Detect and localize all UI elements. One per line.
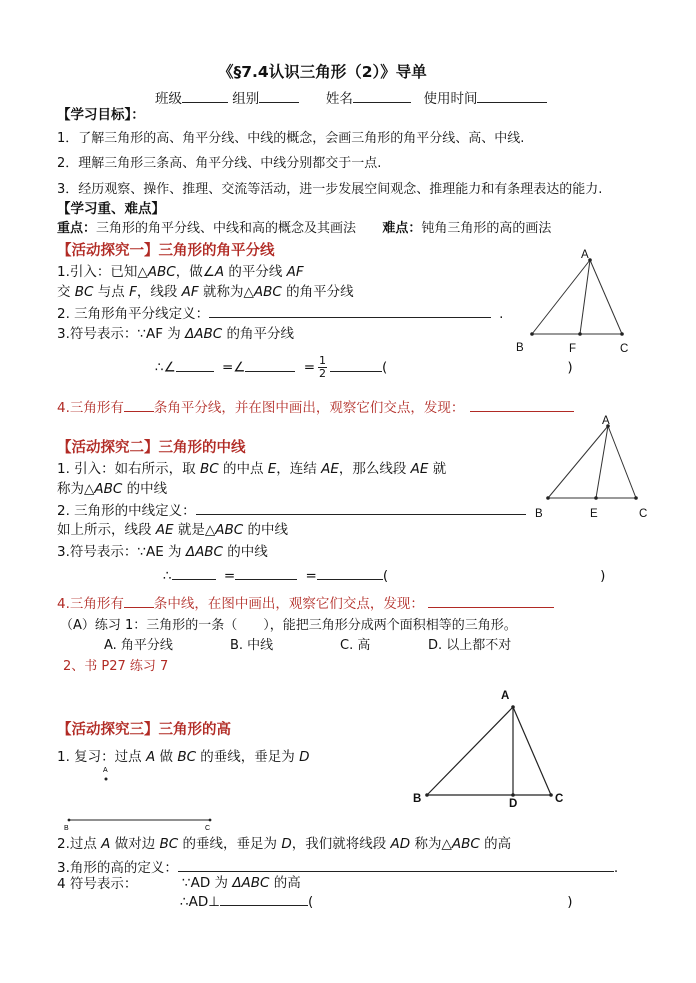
- text: D: [299, 749, 310, 765]
- key-text: 三角形的角平分线、中线和高的概念及其画法: [96, 221, 357, 236]
- option-c[interactable]: C. 高: [340, 638, 371, 653]
- definition-blank[interactable]: [209, 303, 491, 318]
- text: A: [101, 836, 111, 852]
- text: BC: [199, 461, 219, 477]
- text: =: [305, 568, 317, 584]
- text: A: [214, 264, 225, 280]
- activity1-title: 三角形的角平分线: [158, 243, 275, 259]
- text: 2. 三角形角平分线定义：: [57, 306, 210, 322]
- text: 4.三角形有: [57, 400, 124, 416]
- text: 1. 复习：过点: [57, 749, 146, 765]
- goals-header: 【学习目标】：: [57, 107, 145, 123]
- text: 就称为△: [198, 284, 254, 300]
- page-title: 《§7.4认识三角形（2）》导单: [218, 63, 427, 81]
- text: 如上所示，线段: [57, 522, 156, 538]
- text: 1: [319, 354, 327, 367]
- text: 1. 引入：如右所示，取: [57, 461, 200, 477]
- difficulty-label: 难点：: [382, 221, 422, 236]
- text: =∠: [222, 359, 246, 376]
- triangle-altitude-figure: [405, 685, 575, 810]
- difficulty-text: 钝角三角形的高的画法: [421, 221, 552, 236]
- definition-blank[interactable]: [196, 500, 526, 515]
- text: 就: [428, 461, 447, 477]
- text: 3.符号表示：∵AE 为: [57, 544, 186, 560]
- activity2-question4: [57, 593, 554, 613]
- activity1-therefore: [155, 355, 573, 380]
- activity3-header: [57, 721, 231, 739]
- exercise-question: （A）练习 1：三角形的一条（ ），能把三角形分成两个面积相等的三角形。: [60, 618, 517, 633]
- activity2-bracket: 【活动探究二】: [57, 440, 159, 456]
- activity1-question4: [57, 397, 574, 417]
- text: ，那么线段: [338, 461, 411, 477]
- text: AE: [321, 461, 339, 477]
- text: 就是△: [173, 522, 216, 538]
- definition-blank[interactable]: [178, 857, 614, 872]
- time-field[interactable]: [477, 88, 547, 103]
- keypoints-line: [57, 220, 551, 238]
- vertex-label: A: [602, 415, 610, 427]
- class-label: 班级: [155, 91, 182, 107]
- activity1-definition: [57, 303, 503, 323]
- option-d[interactable]: D. 以上都不对: [428, 638, 512, 653]
- text: ): [567, 359, 573, 376]
- vertex-label: A: [581, 249, 589, 261]
- activity2-definition: [57, 500, 526, 520]
- vertex-label: B: [413, 793, 422, 805]
- text: AF: [286, 264, 304, 280]
- triangle-bisector-figure: [510, 248, 640, 358]
- text: 3.符号表示：∵AF 为: [57, 326, 186, 342]
- goal-item: 1．了解三角形的高、角平分线、中线的概念，会画三角形的角平分线、高、中线.: [57, 131, 525, 146]
- text: 3.角形的高的定义：: [57, 860, 178, 876]
- vertex-label: B: [516, 342, 524, 354]
- activity3-bracket: 【活动探究三】: [57, 722, 159, 738]
- text: 的高: [479, 836, 512, 852]
- name-field[interactable]: [353, 88, 411, 103]
- text: ∵AD 为: [182, 875, 233, 891]
- text: 2.过点: [57, 836, 102, 852]
- text: 的中点: [218, 461, 268, 477]
- text: 称为△: [57, 481, 95, 497]
- text: 的高: [269, 875, 301, 891]
- group-field[interactable]: [259, 88, 299, 103]
- text: ∴∠: [155, 359, 176, 376]
- text: AF: [181, 284, 199, 300]
- text: 的中线: [223, 544, 268, 560]
- text: =: [303, 359, 316, 376]
- text: ∴AD⊥: [180, 894, 220, 910]
- text: ，做∠: [175, 264, 215, 280]
- option-b[interactable]: B. 中线: [230, 638, 274, 653]
- text: F: [129, 284, 137, 300]
- text: (: [307, 894, 314, 910]
- activity1-line1: [57, 263, 304, 281]
- activity2-symbol: [57, 543, 268, 561]
- key-label: 重点：: [57, 221, 97, 236]
- vertex-label: F: [569, 343, 577, 355]
- vertex-label: C: [205, 825, 211, 832]
- text: BC: [177, 749, 197, 765]
- text: 的中线: [243, 522, 288, 538]
- vertex-label: C: [620, 343, 629, 355]
- text: ): [600, 568, 606, 584]
- text: AE: [410, 461, 429, 477]
- text: 的中线: [122, 481, 168, 497]
- answer-blank[interactable]: [317, 565, 383, 580]
- text: 做: [155, 749, 178, 765]
- text: 做对边: [110, 836, 160, 852]
- text: 称为△: [410, 836, 452, 852]
- text: =: [223, 568, 236, 584]
- text: D: [281, 836, 292, 852]
- text: ΔABC: [232, 875, 270, 891]
- answer-blank[interactable]: [235, 565, 297, 580]
- vertex-label: A: [103, 767, 108, 774]
- answer-blank[interactable]: [245, 357, 295, 372]
- text: ，连结: [276, 461, 322, 477]
- class-field[interactable]: [182, 88, 228, 103]
- text: (: [382, 568, 389, 584]
- answer-blank[interactable]: [124, 397, 154, 412]
- text: 的平分线: [224, 264, 287, 280]
- text: A: [145, 749, 156, 765]
- activity1-symbol: [57, 325, 294, 343]
- activity2-line2: [57, 480, 167, 498]
- exercise-options: [104, 637, 511, 655]
- text: 的垂线，垂足为: [178, 836, 282, 852]
- activity1-bracket: 【活动探究一】: [57, 243, 159, 259]
- activity2-line4: [57, 521, 288, 539]
- vertex-label: B: [64, 825, 69, 832]
- activity1-header: [57, 242, 275, 260]
- activity3-definition: [57, 857, 618, 877]
- text: ΔABC: [185, 326, 223, 342]
- text: ABC: [215, 522, 244, 538]
- vertex-label: E: [590, 508, 598, 520]
- text: 2. 三角形的中线定义：: [57, 503, 196, 519]
- text: .: [499, 306, 504, 322]
- text: 的角平分线: [281, 284, 354, 300]
- group-label: 组别: [232, 91, 260, 107]
- text: 1.引入：已知△: [57, 264, 148, 280]
- text: 的垂线，垂足为: [196, 749, 300, 765]
- text: BC: [74, 284, 94, 300]
- text: 交: [57, 284, 75, 300]
- text: ABC: [451, 836, 480, 852]
- answer-blank[interactable]: [176, 357, 214, 372]
- fraction-one-half: [318, 355, 327, 380]
- text: 的角平分线: [222, 326, 295, 342]
- answer-blank[interactable]: [220, 891, 308, 906]
- activity3-symbol-label: 4 符号表示：: [57, 876, 138, 892]
- text: ，线段: [136, 284, 182, 300]
- point-and-segment-figure: [60, 764, 220, 834]
- vertex-label: C: [639, 508, 648, 520]
- vertex-label: C: [555, 793, 564, 805]
- activity3-therefore: [180, 891, 573, 911]
- text: 2: [319, 367, 327, 380]
- answer-blank[interactable]: [330, 357, 382, 372]
- activity1-line2: [57, 283, 354, 301]
- text: 4.三角形有: [57, 596, 124, 612]
- answer-blank[interactable]: [172, 565, 216, 580]
- book-exercise: 2、书 P27 练习 7: [63, 659, 169, 674]
- goal-item: 2．理解三角形三条高、角平分线、中线分别都交于一点.: [57, 156, 382, 171]
- text: ABC: [94, 481, 123, 497]
- time-label: 使用时间: [423, 91, 478, 107]
- text: ABC: [147, 264, 176, 280]
- activity2-line1: [57, 460, 446, 478]
- text: 条角平分线，并在图中画出，观察它们交点，发现：: [153, 400, 465, 416]
- activity2-header: [57, 439, 246, 457]
- activity3-title: 三角形的高: [158, 722, 231, 738]
- text: E: [267, 461, 277, 477]
- answer-blank[interactable]: [124, 593, 154, 608]
- text: 与点: [93, 284, 130, 300]
- text: ABC: [253, 284, 282, 300]
- text: .: [613, 860, 619, 876]
- option-a[interactable]: A. 角平分线: [104, 638, 173, 653]
- text: AE: [155, 522, 174, 538]
- info-row: [155, 88, 547, 108]
- text: AD: [390, 836, 411, 852]
- activity2-title: 三角形的中线: [158, 440, 246, 456]
- vertex-label: B: [535, 508, 543, 520]
- text: 条中线，在图中画出，观察它们交点，发现：: [153, 596, 424, 612]
- keypoints-header: 【学习重、难点】: [57, 201, 165, 217]
- answer-blank[interactable]: [470, 397, 574, 412]
- activity3-line2: [57, 835, 511, 853]
- answer-blank[interactable]: [428, 593, 554, 608]
- vertex-label: D: [509, 798, 518, 810]
- triangle-median-figure: [530, 414, 660, 524]
- text: (: [382, 359, 388, 376]
- activity2-therefore: [163, 565, 605, 585]
- text: BC: [159, 836, 179, 852]
- goal-item: 3．经历观察、操作、推理、交流等活动，进一步发展空间观念、推理能力和有条理表达的能力.: [57, 182, 603, 197]
- text: ∴: [163, 568, 172, 584]
- text: ): [567, 894, 573, 910]
- activity3-because: [182, 874, 301, 892]
- vertex-label: A: [501, 690, 510, 702]
- text: ，我们就将线段: [291, 836, 391, 852]
- name-label: 姓名: [325, 91, 353, 107]
- text: ΔABC: [185, 544, 223, 560]
